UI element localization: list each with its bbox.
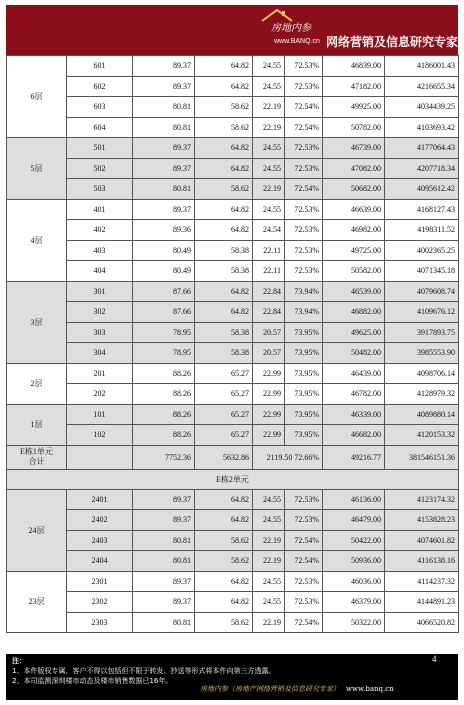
efficiency-rate: 72.53%	[285, 571, 323, 592]
table-row	[7, 404, 459, 425]
shared-area: 22.11	[253, 240, 285, 261]
table-row	[7, 343, 459, 364]
total-price: 4120153.32	[385, 425, 459, 446]
unit-price: 49925.00	[323, 97, 385, 118]
inner-area: 65.27	[195, 404, 253, 425]
unit-price: 46136.00	[323, 489, 385, 510]
table-row	[7, 551, 459, 572]
floor-label: 1层	[7, 404, 67, 445]
building-area: 80.81	[133, 97, 195, 118]
total-price: 4089880.14	[385, 404, 459, 425]
shared-area: 22.99	[253, 404, 285, 425]
inner-area: 58.62	[195, 530, 253, 551]
total-avg-price: 49216.77	[323, 445, 385, 469]
total-price: 4144891.23	[385, 592, 459, 613]
building-area: 88.26	[133, 363, 195, 384]
building-area: 89.37	[133, 76, 195, 97]
unit-price: 49625.00	[323, 322, 385, 343]
unit-price: 50322.00	[323, 612, 385, 633]
total-price: 4216655.34	[385, 76, 459, 97]
room-number: 202	[67, 384, 133, 405]
total-price: 4002365.25	[385, 240, 459, 261]
building-area: 80.81	[133, 530, 195, 551]
building-area: 87.66	[133, 281, 195, 302]
total-row	[7, 445, 459, 469]
inner-area: 64.82	[195, 220, 253, 241]
building-area: 78.95	[133, 322, 195, 343]
unit-price: 46479.00	[323, 510, 385, 531]
building-area: 89.37	[133, 489, 195, 510]
unit-price: 46782.00	[323, 384, 385, 405]
building-area: 89.37	[133, 571, 195, 592]
inner-area: 64.82	[195, 199, 253, 220]
efficiency-rate: 72.53%	[285, 76, 323, 97]
total-price: 4153828.23	[385, 510, 459, 531]
room-number: 503	[67, 179, 133, 200]
room-number: 2403	[67, 530, 133, 551]
table-row	[7, 138, 459, 159]
table-row	[7, 179, 459, 200]
total-price: 4116138.16	[385, 551, 459, 572]
total-price: 4098706.14	[385, 363, 459, 384]
efficiency-rate: 72.53%	[285, 592, 323, 613]
building-area: 89.36	[133, 220, 195, 241]
shared-area: 22.99	[253, 425, 285, 446]
building-area: 89.37	[133, 592, 195, 613]
room-number: 402	[67, 220, 133, 241]
total-price: 4198311.52	[385, 220, 459, 241]
inner-area: 58.38	[195, 343, 253, 364]
inner-area: 58.38	[195, 261, 253, 282]
efficiency-rate: 72.53%	[285, 138, 323, 159]
room-number: 401	[67, 199, 133, 220]
building-area: 89.37	[133, 138, 195, 159]
table-row	[7, 281, 459, 302]
total-label: E栋1单元 合计	[7, 445, 67, 469]
shared-area: 24.55	[253, 138, 285, 159]
inner-area: 64.82	[195, 76, 253, 97]
table-row	[7, 425, 459, 446]
efficiency-rate: 72.53%	[285, 199, 323, 220]
building-area: 87.66	[133, 302, 195, 323]
room-number: 603	[67, 97, 133, 118]
unit-price: 50422.00	[323, 530, 385, 551]
table-row	[7, 97, 459, 118]
room-number: 2402	[67, 510, 133, 531]
table-row	[7, 592, 459, 613]
footer-text: 房地内参（房地产网络营销及信息研究专家）	[200, 685, 340, 693]
room-number: 2302	[67, 592, 133, 613]
shared-area: 24.55	[253, 571, 285, 592]
efficiency-rate: 72.53%	[285, 220, 323, 241]
efficiency-rate: 72.53%	[285, 489, 323, 510]
shared-area: 22.99	[253, 384, 285, 405]
unit-price: 46839.00	[323, 56, 385, 77]
efficiency-rate: 72.53%	[285, 510, 323, 531]
efficiency-rate: 73.95%	[285, 384, 323, 405]
efficiency-rate: 73.95%	[285, 343, 323, 364]
efficiency-rate: 73.95%	[285, 363, 323, 384]
room-number: 2404	[67, 551, 133, 572]
shared-area: 24.55	[253, 592, 285, 613]
table-row	[7, 261, 459, 282]
unit-price: 47082.00	[323, 158, 385, 179]
floor-label: 5层	[7, 138, 67, 200]
unit-price: 46982.00	[323, 220, 385, 241]
room-number: 2303	[67, 612, 133, 633]
room-number: 2401	[67, 489, 133, 510]
inner-area: 64.82	[195, 281, 253, 302]
unit2-title-row	[7, 469, 459, 489]
shared-area: 24.54	[253, 220, 285, 241]
inner-area: 64.82	[195, 571, 253, 592]
inner-area: 64.82	[195, 489, 253, 510]
building-area: 80.81	[133, 117, 195, 138]
room-number: 602	[67, 76, 133, 97]
inner-area: 58.62	[195, 179, 253, 200]
floor-label: 2层	[7, 363, 67, 404]
total-price: 4168127.43	[385, 199, 459, 220]
unit-price: 46639.00	[323, 199, 385, 220]
efficiency-rate: 72.54%	[285, 97, 323, 118]
efficiency-rate: 73.95%	[285, 425, 323, 446]
floor-label: 4层	[7, 199, 67, 281]
building-area: 80.81	[133, 179, 195, 200]
shared-area: 24.55	[253, 199, 285, 220]
inner-area: 58.38	[195, 240, 253, 261]
unit-price: 50782.00	[323, 117, 385, 138]
room-number: 502	[67, 158, 133, 179]
room-number: 604	[67, 117, 133, 138]
total-price: 4074601.82	[385, 530, 459, 551]
building-area: 80.49	[133, 261, 195, 282]
table-row	[7, 489, 459, 510]
header-banner	[6, 5, 458, 55]
shared-area: 22.19	[253, 179, 285, 200]
shared-area: 22.19	[253, 551, 285, 572]
table-row	[7, 510, 459, 531]
building-area: 80.49	[133, 240, 195, 261]
inner-area: 65.27	[195, 425, 253, 446]
shared-area: 22.84	[253, 281, 285, 302]
table-row	[7, 384, 459, 405]
sales-table-container	[6, 55, 458, 633]
room-number: 201	[67, 363, 133, 384]
unit-price: 50582.00	[323, 261, 385, 282]
table-row	[7, 571, 459, 592]
building-area: 80.81	[133, 612, 195, 633]
table-row	[7, 302, 459, 323]
total-price: 4034439.25	[385, 97, 459, 118]
shared-area: 22.11	[253, 261, 285, 282]
room-number: 101	[67, 404, 133, 425]
page-number: 4	[432, 654, 437, 664]
table-row	[7, 530, 459, 551]
building-area: 88.26	[133, 404, 195, 425]
notes-title: 注：	[12, 657, 26, 665]
total-shared-area: 2119.50 72.66%	[253, 445, 323, 469]
room-number: 403	[67, 240, 133, 261]
footer-url: www.banq.cn	[346, 685, 394, 693]
total-inner-area: 5632.86	[195, 445, 253, 469]
table-row	[7, 158, 459, 179]
total-price: 4207718.34	[385, 158, 459, 179]
total-amount: 381546151.36	[385, 445, 459, 469]
efficiency-rate: 73.95%	[285, 404, 323, 425]
room-number: 404	[67, 261, 133, 282]
building-area: 89.37	[133, 56, 195, 77]
table-row	[7, 220, 459, 241]
inner-area: 65.27	[195, 384, 253, 405]
inner-area: 64.82	[195, 302, 253, 323]
efficiency-rate: 72.53%	[285, 158, 323, 179]
unit-price: 46739.00	[323, 138, 385, 159]
total-price: 4109676.12	[385, 302, 459, 323]
total-price: 4177064.43	[385, 138, 459, 159]
unit-price: 46882.00	[323, 302, 385, 323]
room-number: 301	[67, 281, 133, 302]
total-price: 4103693.42	[385, 117, 459, 138]
room-number: 303	[67, 322, 133, 343]
table-row	[7, 56, 459, 77]
efficiency-rate: 72.53%	[285, 56, 323, 77]
shared-area: 24.55	[253, 510, 285, 531]
efficiency-rate: 73.94%	[285, 302, 323, 323]
total-price: 4186001.43	[385, 56, 459, 77]
building-area: 88.26	[133, 384, 195, 405]
room-number: 302	[67, 302, 133, 323]
efficiency-rate: 72.54%	[285, 179, 323, 200]
floor-label: 3层	[7, 281, 67, 363]
shared-area: 24.55	[253, 489, 285, 510]
shared-area: 24.55	[253, 56, 285, 77]
unit-price: 46539.00	[323, 281, 385, 302]
inner-area: 65.27	[195, 363, 253, 384]
table-row	[7, 117, 459, 138]
total-price: 4123174.32	[385, 489, 459, 510]
efficiency-rate: 73.95%	[285, 322, 323, 343]
room-number: 2301	[67, 571, 133, 592]
total-price: 4079608.74	[385, 281, 459, 302]
total-price: 4066520.82	[385, 612, 459, 633]
efficiency-rate: 73.94%	[285, 281, 323, 302]
unit-price: 46682.00	[323, 425, 385, 446]
notes-line-2: 2、本司监测深圳楼市动态及楼市销售数据已16年。	[12, 677, 173, 685]
shared-area: 22.99	[253, 363, 285, 384]
inner-area: 64.82	[195, 510, 253, 531]
inner-area: 58.38	[195, 322, 253, 343]
efficiency-rate: 72.54%	[285, 530, 323, 551]
total-price: 4128979.32	[385, 384, 459, 405]
room-number: 102	[67, 425, 133, 446]
inner-area: 64.82	[195, 592, 253, 613]
table-row	[7, 199, 459, 220]
inner-area: 64.82	[195, 138, 253, 159]
efficiency-rate: 72.53%	[285, 261, 323, 282]
unit-price: 46036.00	[323, 571, 385, 592]
shared-area: 24.55	[253, 76, 285, 97]
unit-price: 50482.00	[323, 343, 385, 364]
table-row	[7, 76, 459, 97]
building-area: 89.37	[133, 158, 195, 179]
efficiency-rate: 72.54%	[285, 117, 323, 138]
inner-area: 64.82	[195, 56, 253, 77]
inner-area: 64.82	[195, 158, 253, 179]
brand-url: www.BANQ.cn	[274, 38, 320, 45]
shared-area: 20.57	[253, 322, 285, 343]
table-row	[7, 322, 459, 343]
inner-area: 58.62	[195, 612, 253, 633]
building-area: 89.37	[133, 510, 195, 531]
unit-price: 46379.00	[323, 592, 385, 613]
footer-brand	[200, 684, 394, 694]
efficiency-rate: 72.53%	[285, 240, 323, 261]
shared-area: 24.55	[253, 158, 285, 179]
shared-area: 22.19	[253, 612, 285, 633]
header-slogan: 网络营销及信息研究专家	[326, 35, 458, 49]
notes-line-1: 1、本件版权专属，客户不得以包括但不限于转发、抄送等形式将本件向第三方透露。	[12, 667, 276, 675]
room-number: 501	[67, 138, 133, 159]
total-price: 3917893.75	[385, 322, 459, 343]
inner-area: 58.62	[195, 117, 253, 138]
total-price: 4071345.18	[385, 261, 459, 282]
floor-label: 23层	[7, 571, 67, 633]
shared-area: 20.57	[253, 343, 285, 364]
building-area: 80.81	[133, 551, 195, 572]
shared-area: 22.19	[253, 97, 285, 118]
table-row	[7, 240, 459, 261]
room-number: 304	[67, 343, 133, 364]
unit-price: 46439.00	[323, 363, 385, 384]
table-row	[7, 612, 459, 633]
building-area: 78.95	[133, 343, 195, 364]
building-area: 88.26	[133, 425, 195, 446]
efficiency-rate: 72.54%	[285, 612, 323, 633]
unit-price: 50936.00	[323, 551, 385, 572]
shared-area: 22.19	[253, 117, 285, 138]
table-row	[7, 363, 459, 384]
floor-label: 6层	[7, 56, 67, 138]
efficiency-rate: 72.54%	[285, 551, 323, 572]
room-number: 601	[67, 56, 133, 77]
inner-area: 58.62	[195, 551, 253, 572]
total-price: 4095612.42	[385, 179, 459, 200]
total-price: 4114237.32	[385, 571, 459, 592]
shared-area: 22.19	[253, 530, 285, 551]
floor-label: 24层	[7, 489, 67, 571]
unit-price: 47182.00	[323, 76, 385, 97]
unit-price: 49725.00	[323, 240, 385, 261]
brand-name: 房地内参	[271, 23, 311, 34]
inner-area: 58.62	[195, 97, 253, 118]
building-area: 89.37	[133, 199, 195, 220]
total-price: 3985553.90	[385, 343, 459, 364]
unit-price: 46339.00	[323, 404, 385, 425]
shared-area: 22.84	[253, 302, 285, 323]
unit2-title: E栋2单元	[7, 469, 459, 489]
unit-price: 50682.00	[323, 179, 385, 200]
total-building-area: 7752.36	[133, 445, 195, 469]
sales-table	[6, 55, 459, 633]
